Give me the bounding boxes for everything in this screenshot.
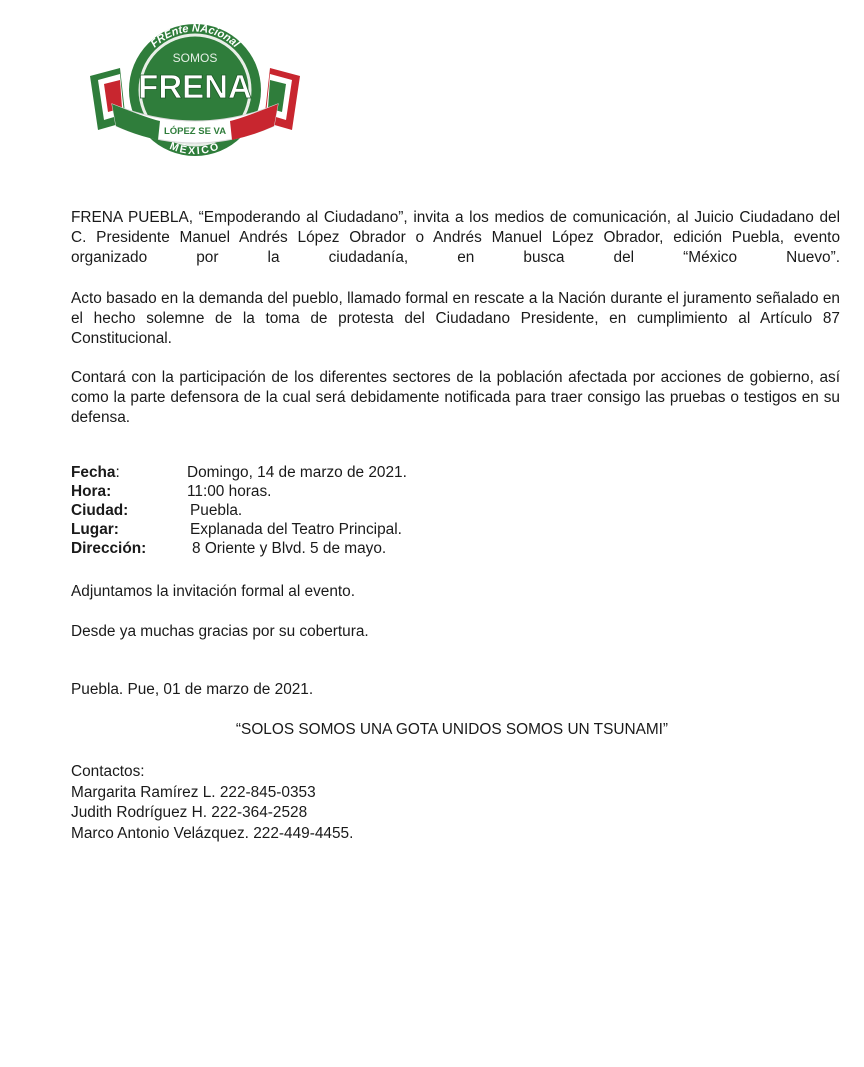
detail-label-lugar: Lugar: <box>71 521 119 538</box>
contacts-heading: Contactos: <box>71 763 145 780</box>
contact-item: Judith Rodríguez H. 222-364-2528 <box>71 804 308 821</box>
contact-item: Margarita Ramírez L. 222-845-0353 <box>71 783 316 801</box>
contacts-block <box>71 762 353 844</box>
participation-paragraph: Contará con la participación de los diferentes sectores de la población afectada por acciones de gobierno, así como la parte defensora de la cual será debidamente notificada para traer consigo las pruebas o testigos en su defensa. <box>71 369 840 426</box>
contact-item: Marco Antonio Velázquez. 222-449-4455. <box>71 824 354 842</box>
frena-logo <box>90 18 300 168</box>
intro-paragraph: FRENA PUEBLA, “Empoderando al Ciudadano”, invita a los medios de comunicación, al Juicio Ciudadano del C. Presidente Manuel Andrés López Obrador o Andrés Manuel López Obrador, edición Puebla, evento organizado por la ciudadanía, en busca del “México Nuevo”. <box>71 209 840 266</box>
place-date: Puebla. Pue, 01 de marzo de 2021. <box>71 681 314 698</box>
detail-value-hora: 11:00 horas. <box>187 483 272 500</box>
detail-value-lugar: Explanada del Teatro Principal. <box>190 521 402 538</box>
svg-text:FREnte NAcional: FREnte NAcional <box>148 22 242 51</box>
svg-text:SOMOS: SOMOS <box>172 51 218 65</box>
svg-text:FRENA: FRENA <box>138 68 252 105</box>
detail-label-ciudad: Ciudad: <box>71 502 129 519</box>
detail-value-fecha: Domingo, 14 de marzo de 2021. <box>187 464 407 481</box>
detail-value-ciudad: Puebla. <box>190 502 243 519</box>
detail-value-direccion: 8 Oriente y Blvd. 5 de mayo. <box>192 540 387 557</box>
svg-text:MÉXICO: MÉXICO <box>167 140 223 158</box>
attachment-note: Adjuntamos la invitación formal al evento. <box>71 583 356 600</box>
detail-label-fecha: Fecha <box>71 464 116 481</box>
detail-label-hora: Hora: <box>71 483 112 500</box>
detail-label-direccion: Dirección: <box>71 540 147 557</box>
act-paragraph: Acto basado en la demanda del pueblo, llamado formal en rescate a la Nación durante el juramento señalado en el hecho solemne de la toma de protesta del Ciudadano Presidente, en cumplimiento al Artículo 87 Constitucional. <box>71 290 840 347</box>
svg-text:LÓPEZ SE VA: LÓPEZ SE VA <box>163 126 227 137</box>
thanks-note: Desde ya muchas gracias por su cobertura. <box>71 623 369 640</box>
slogan: “SOLOS SOMOS UNA GOTA UNIDOS SOMOS UN TSUNAMI” <box>235 721 669 738</box>
